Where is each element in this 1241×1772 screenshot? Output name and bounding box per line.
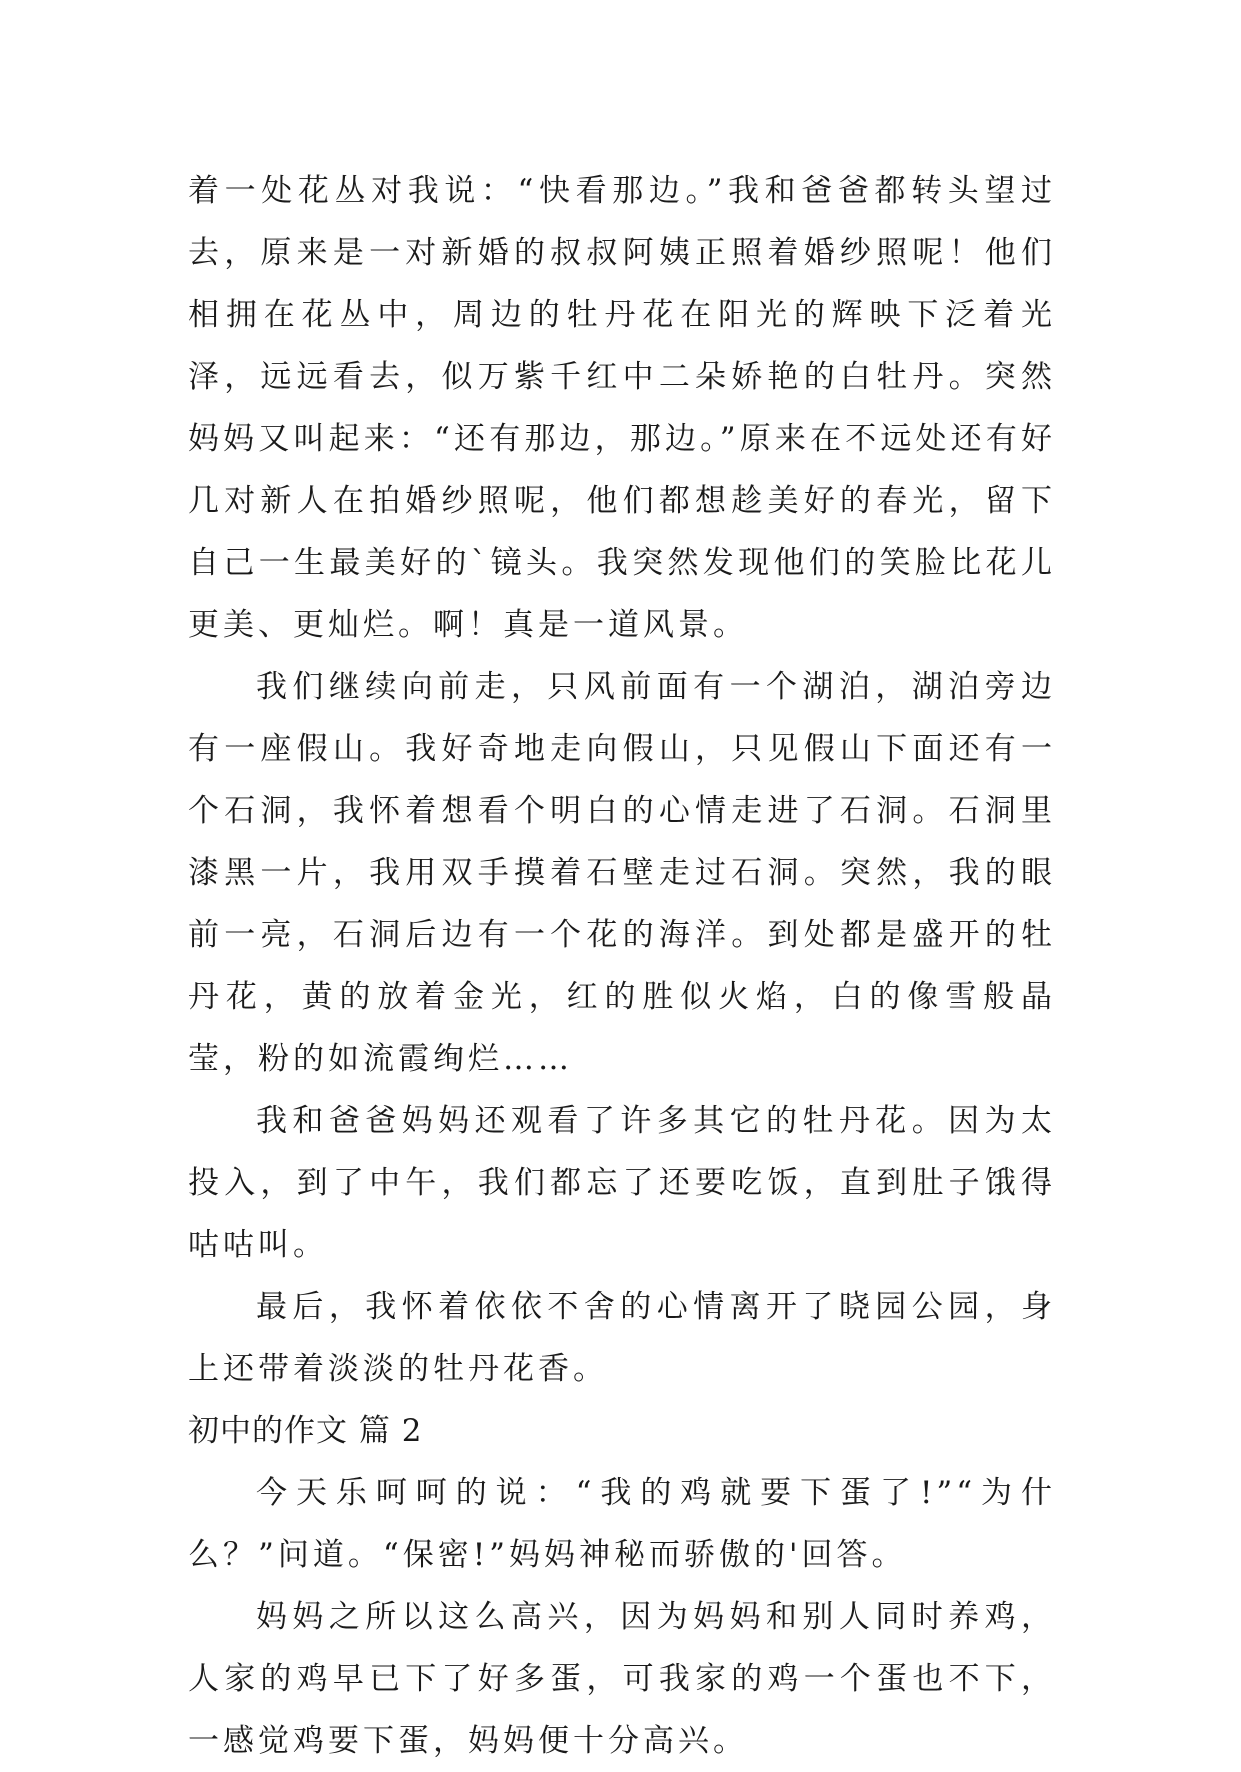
paragraph-peony-viewing: 我和爸爸妈妈还观看了许多其它的牡丹花。因为太投入，到了中午，我们都忘了还要吃饭，直到肚子饿得咕咕叫。	[188, 1103, 1056, 1263]
paragraph-cave: 我们继续向前走，只风前面有一个湖泊，湖泊旁边有一座假山。我好奇地走向假山，只见假山下面还有一个石洞，我怀着想看个明白的心情走进了石洞。石洞里漆黑一片，我用双手摸着石壁走过石洞。突然，我的眼前一亮，石洞后边有一个花的海洋。到处都是盛开的牡丹花，黄的放着金光，红的胜似火焰，白的像雪般晶莹，粉的如流霞绚烂……	[188, 669, 1056, 1077]
article-body	[188, 160, 1056, 1772]
section-heading: 初中的作文 篇 2	[188, 1413, 423, 1449]
paragraph-chicken-egg: 今天乐呵呵的说：“我的鸡就要下蛋了!”“为什么？”问道。“保密!”妈妈神秘而骄傲的'回答。	[188, 1475, 1057, 1573]
paragraph-mother-happy: 妈妈之所以这么高兴，因为妈妈和别人同时养鸡，人家的鸡早已下了好多蛋，可我家的鸡一个蛋也不下，一感觉鸡要下蛋，妈妈便十分高兴。	[188, 1599, 1056, 1759]
paragraph-leaving-park: 最后，我怀着依依不舍的心情离开了晓园公园，身上还带着淡淡的牡丹花香。	[188, 1289, 1056, 1387]
paragraph-continued: 着一处花丛对我说：“快看那边。”我和爸爸都转头望过去，原来是一对新婚的叔叔阿姨正照着婚纱照呢！他们相拥在花丛中，周边的牡丹花在阳光的辉映下泛着光泽，远远看去，似万紫千红中二朵娇艳的白牡丹。突然妈妈又叫起来：“还有那边，那边。”原来在不远处还有好几对新人在拍婚纱照呢，他们都想趁美好的春光，留下自己一生最美好的`镜头。我突然发现他们的笑脸比花儿更美、更灿烂。啊！真是一道风景。	[188, 173, 1056, 643]
